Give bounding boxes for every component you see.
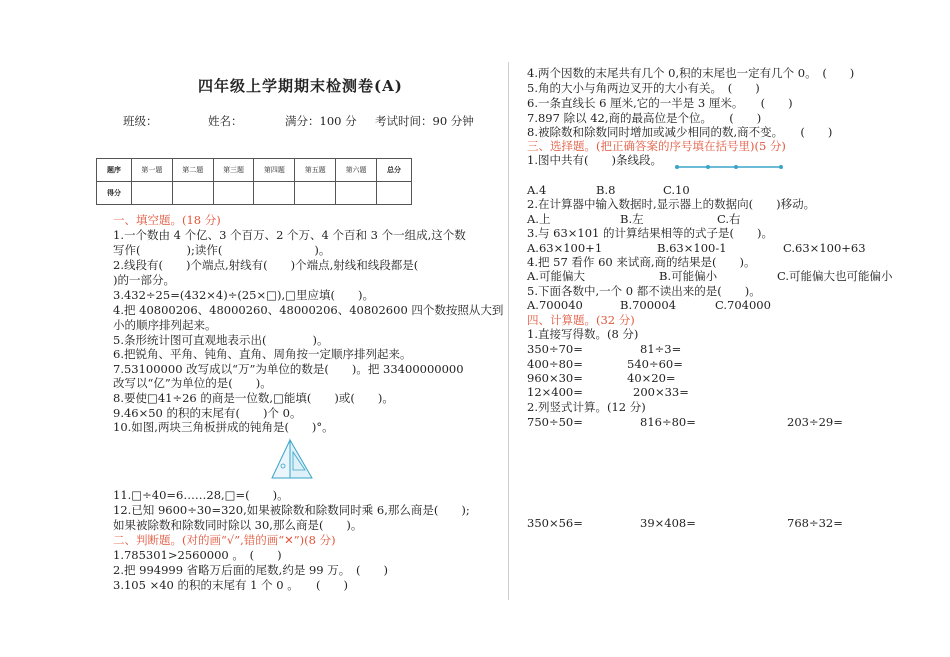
score-cell-total[interactable] xyxy=(377,182,412,205)
fill-q1-line1: 1.一个数由 4 个亿、3 个百万、2 个万、4 个百和 3 个一组成,这个数 xyxy=(113,228,466,242)
vertical-1-3: 203÷29= xyxy=(787,415,843,429)
page-title: 四年级上学期期末检测卷(A) xyxy=(198,77,403,95)
vertical-2-2: 39×408= xyxy=(640,516,696,530)
segment-point xyxy=(706,165,710,169)
oral-3-left: 960×30= xyxy=(527,371,583,385)
oral-4-right: 200×33= xyxy=(633,385,689,399)
choice-q2-opt-c: C.右 xyxy=(717,212,741,226)
triangle-rulers-figure xyxy=(262,436,320,482)
choice-q2-opt-b: B.左 xyxy=(620,212,644,226)
choice-q3-opt-b: B.63×100-1 xyxy=(657,241,727,255)
choice-q5-opt-a: A.700040 xyxy=(527,298,583,312)
fill-q3: 3.432÷25=(432×4)÷(25×□),□里应填( )。 xyxy=(113,288,374,302)
section-fill-heading: 一、填空题。(18 分) xyxy=(113,213,221,227)
row-head-order: 题序 xyxy=(97,159,132,182)
judge-q8: 8.被除数和除数同时增加或减少相同的数,商不变。 ( ) xyxy=(527,125,833,139)
judge-q4: 4.两个因数的末尾共有几个 0,积的末尾也一定有几个 0。 ( ) xyxy=(527,66,855,80)
name-label: 姓名： xyxy=(208,114,243,128)
fill-q12-line1: 12.已知 9600÷30=320,如果被除数和除数同时乘 6,那么商是( ); xyxy=(113,503,470,517)
oral-3-right: 40×20= xyxy=(627,371,676,385)
col-1: 第一题 xyxy=(132,159,173,182)
score-cell[interactable] xyxy=(336,182,377,205)
fill-q1-line2: 写作( );读作( )。 xyxy=(113,243,331,257)
choice-q3-opt-a: A.63×100+1 xyxy=(527,241,603,255)
score-cell[interactable] xyxy=(132,182,173,205)
oral-1-right: 81÷3= xyxy=(640,342,682,356)
oral-4-left: 12×400= xyxy=(527,385,583,399)
column-divider xyxy=(508,62,509,600)
choice-q2: 2.在计算器中输入数据时,显示器上的数据向( )移动。 xyxy=(527,197,816,211)
oral-2-right: 540÷60= xyxy=(627,357,683,371)
col-2: 第二题 xyxy=(172,159,213,182)
segment-point xyxy=(779,165,783,169)
judge-q1: 1.785301>2560000 。 ( ) xyxy=(113,548,282,562)
set-square-left xyxy=(272,440,290,478)
fill-q7-line2: 改写以“亿”为单位的是( )。 xyxy=(113,376,272,390)
score-label: 满分：100 分 xyxy=(285,114,357,128)
row-head-score: 得分 xyxy=(97,182,132,205)
fill-q7-line1: 7.53100000 改写成以“万”为单位的数是( )。把 33400000000 xyxy=(113,362,464,376)
choice-q1-opt-b: B.8 xyxy=(596,183,616,197)
fill-q9: 9.46×50 的积的末尾有( )个 0。 xyxy=(113,406,302,420)
choice-q1-opt-c: C.10 xyxy=(663,183,690,197)
score-cell[interactable] xyxy=(254,182,295,205)
choice-q4-opt-a: A.可能偏大 xyxy=(527,269,585,283)
fill-q12-line2: 如果被除数和除数同时除以 30,那么商是( )。 xyxy=(113,518,363,532)
fill-q11: 11.□÷40=6……28,□=( )。 xyxy=(113,488,289,502)
choice-q1-opt-a: A.4 xyxy=(527,183,547,197)
segment-point xyxy=(675,165,679,169)
judge-q3: 3.105 ×40 的积的末尾有 1 个 0 。 ( ) xyxy=(113,578,348,592)
choice-q5-opt-b: B.700004 xyxy=(620,298,677,312)
section-calc-heading: 四、计算题。(32 分) xyxy=(527,313,635,327)
choice-q4-opt-c: C.可能偏大也可能偏小 xyxy=(777,269,893,283)
col-4: 第四题 xyxy=(254,159,295,182)
class-label: 班级： xyxy=(123,114,158,128)
col-6: 第六题 xyxy=(336,159,377,182)
col-total: 总分 xyxy=(377,159,412,182)
score-table-score-row xyxy=(97,182,412,205)
fill-q2-line1: 2.线段有( )个端点,射线有( )个端点,射线和线段都是( xyxy=(113,258,419,272)
section-choice-heading: 三、选择题。(把正确答案的序号填在括号里)(5 分) xyxy=(527,139,786,153)
choice-q1: 1.图中共有( )条线段。 xyxy=(527,153,662,167)
judge-q7: 7.897 除以 42,商的最高位是个位。 ( ) xyxy=(527,111,762,125)
calc-sub1: 1.直接写得数。(8 分) xyxy=(527,327,639,341)
col-3: 第三题 xyxy=(213,159,254,182)
col-5: 第五题 xyxy=(295,159,336,182)
judge-q6: 6.一条直线长 6 厘米,它的一半是 3 厘米。 ( ) xyxy=(527,96,793,110)
fill-q4-line1: 4.把 40800206、48000260、48000206、40802600 四个数按照从大到 xyxy=(113,303,504,317)
choice-q4: 4.把 57 看作 60 来试商,商的结果是( )。 xyxy=(527,255,756,269)
oral-1-left: 350÷70= xyxy=(527,342,583,356)
time-label: 考试时间：90 分钟 xyxy=(375,114,474,128)
calc-sub2: 2.列竖式计算。(12 分) xyxy=(527,400,646,414)
choice-q3-opt-c: C.63×100+63 xyxy=(783,241,866,255)
score-cell[interactable] xyxy=(172,182,213,205)
score-cell[interactable] xyxy=(213,182,254,205)
choice-q5: 5.下面各数中,一个 0 都不读出来的是( )。 xyxy=(527,284,761,298)
vertical-1-2: 816÷80= xyxy=(640,415,696,429)
judge-q5: 5.角的大小与角两边叉开的大小有关。 ( ) xyxy=(527,81,760,95)
fill-q6: 6.把锐角、平角、钝角、直角、周角按一定顺序排列起来。 xyxy=(113,347,412,361)
score-table xyxy=(96,158,412,205)
vertical-2-1: 350×56= xyxy=(527,516,583,530)
oral-2-left: 400÷80= xyxy=(527,357,583,371)
fill-q5: 5.条形统计图可直观地表示出( )。 xyxy=(113,333,329,347)
fill-q8: 8.要使□41÷26 的商是一位数,□能填( )或( )。 xyxy=(113,391,394,405)
choice-q2-opt-a: A.上 xyxy=(527,212,551,226)
fill-q4-line2: 小的顺序排列起来。 xyxy=(113,318,217,332)
line-segments-figure xyxy=(674,162,784,172)
choice-q3: 3.与 63×101 的计算结果相等的式子是( )。 xyxy=(527,226,773,240)
vertical-1-1: 750÷50= xyxy=(527,415,583,429)
section-judge-heading: 二、判断题。(对的画“√”,错的画“✕”)(8 分) xyxy=(113,533,336,547)
vertical-2-3: 768÷32= xyxy=(787,516,843,530)
choice-q4-opt-b: B.可能偏小 xyxy=(659,269,718,283)
score-table-header-row xyxy=(97,159,412,182)
fill-q10: 10.如图,两块三角板拼成的钝角是( )°。 xyxy=(113,420,334,434)
judge-q2: 2.把 994999 省略万后面的尾数,约是 99 万。 ( ) xyxy=(113,563,389,577)
score-cell[interactable] xyxy=(295,182,336,205)
choice-q5-opt-c: C.704000 xyxy=(715,298,771,312)
segment-point xyxy=(734,165,738,169)
fill-q2-line2: )的一部分。 xyxy=(113,273,175,287)
